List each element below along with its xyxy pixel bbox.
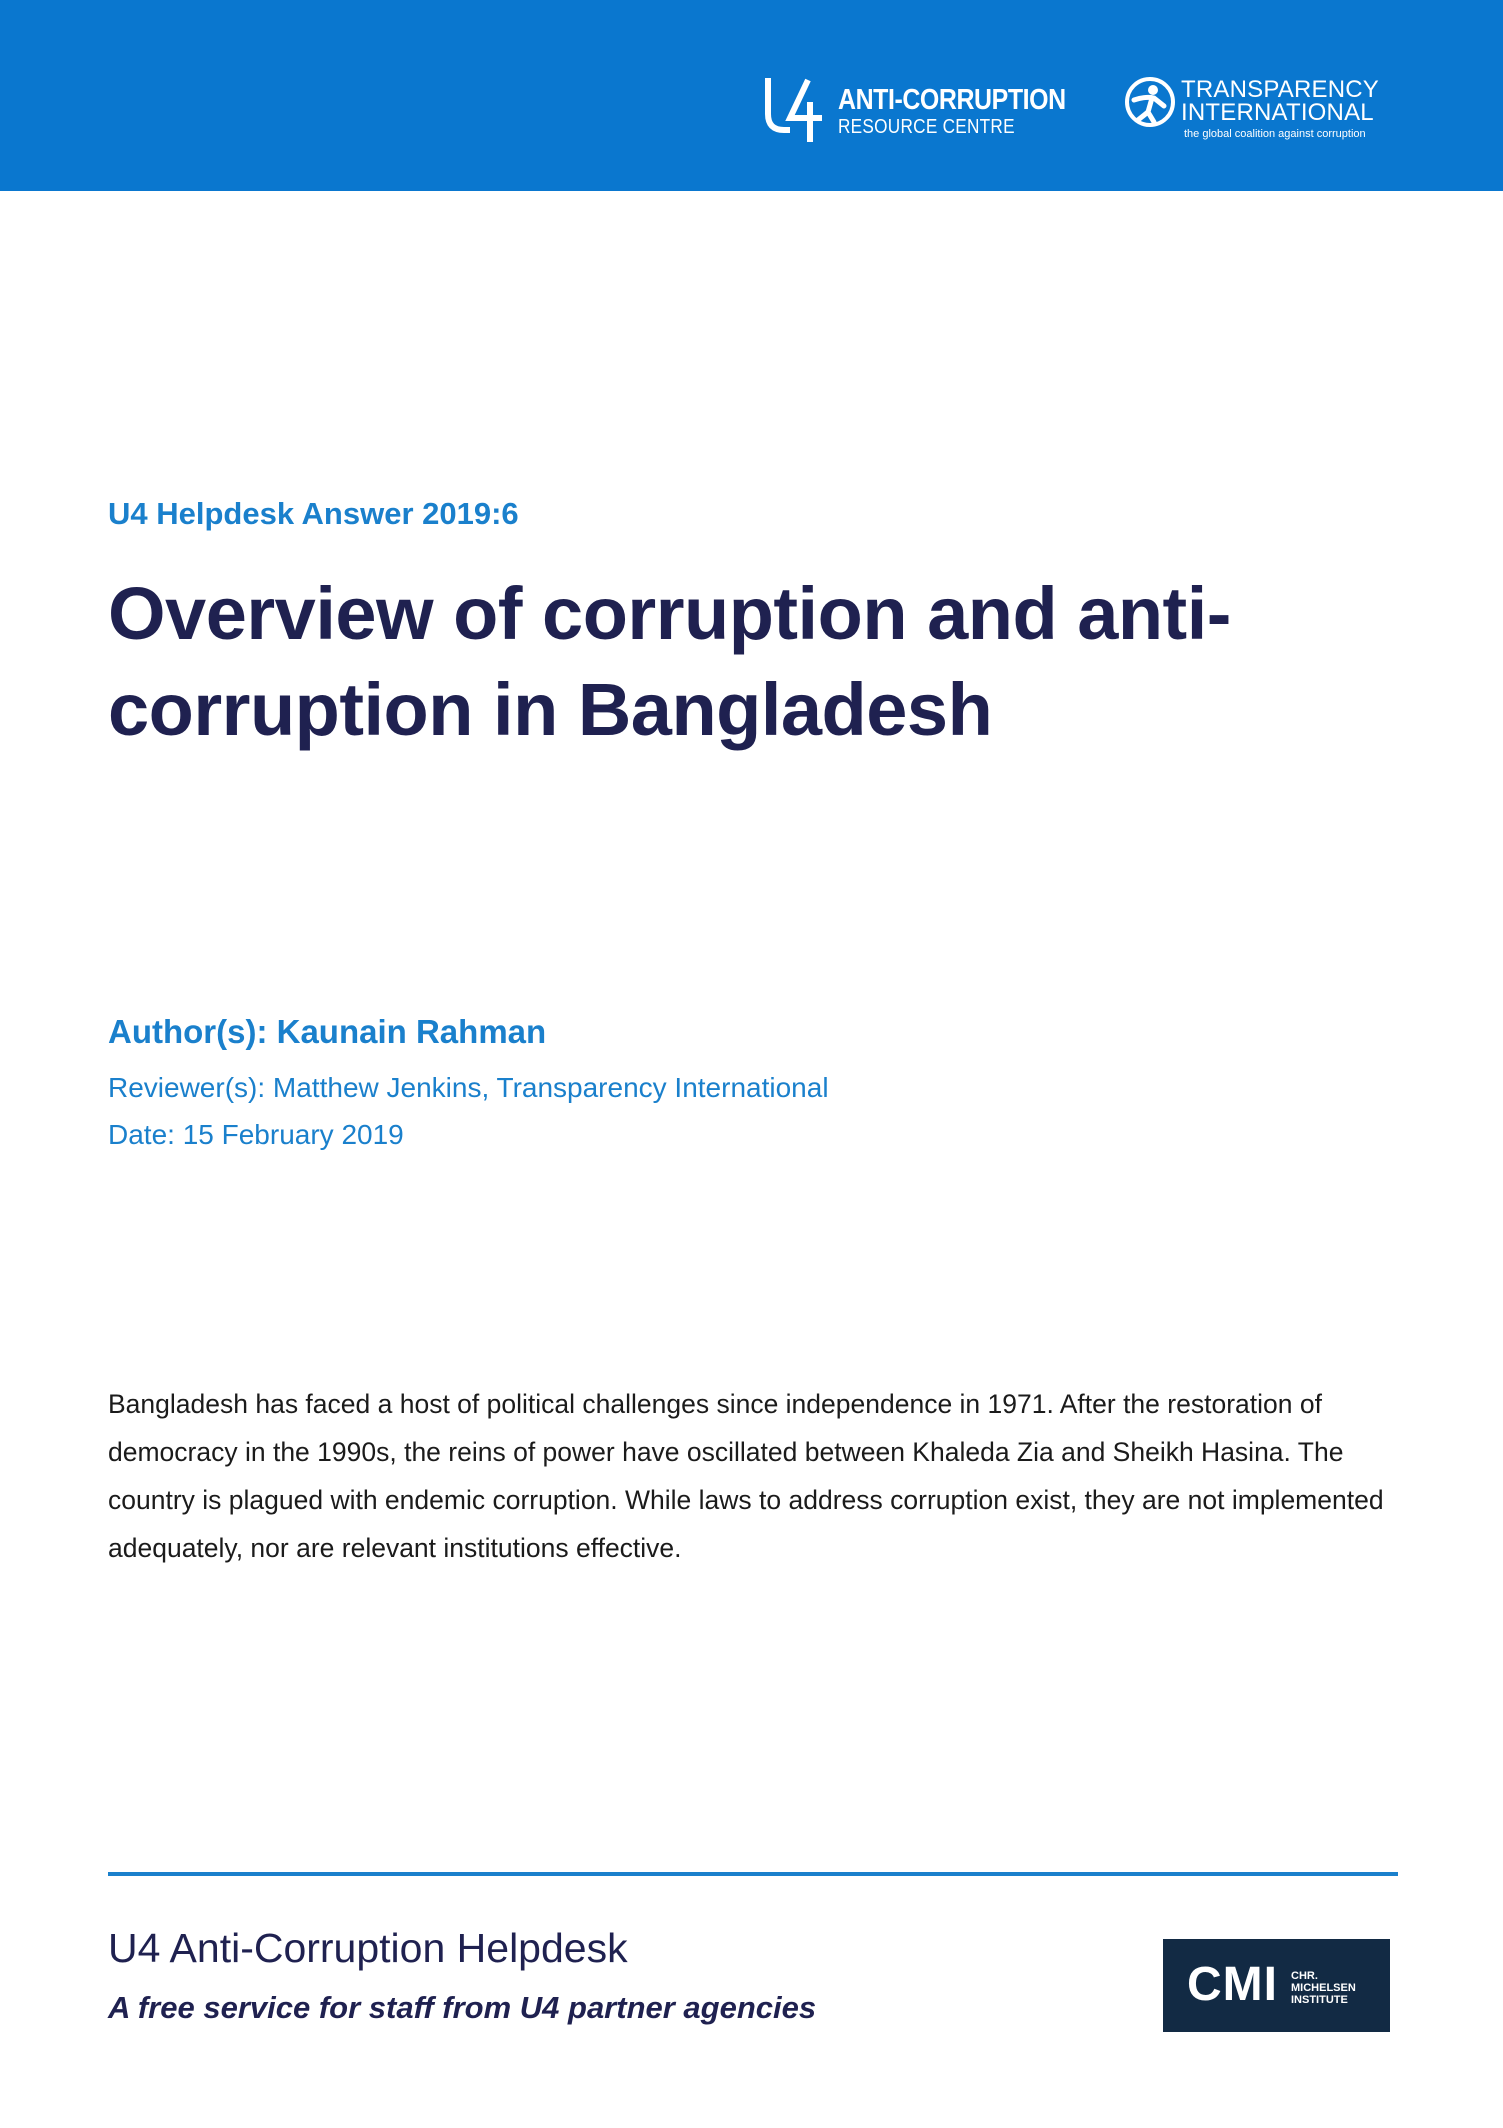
- ti-logo-line2: INTERNATIONAL: [1181, 99, 1374, 126]
- transparency-international-logo[interactable]: [1124, 76, 1404, 146]
- u4-mark-icon: [764, 74, 830, 144]
- cmi-logo-line: CHR.: [1291, 1970, 1318, 1982]
- footer-title: U4 Anti-Corruption Helpdesk: [108, 1925, 628, 1971]
- cmi-logo-letters: CMI: [1187, 1958, 1278, 2011]
- summary-paragraph: Bangladesh has faced a host of political challenges since independence in 1971. After the restoration of democracy in the 1990s, the reins of power have oscillated between Khaleda Zia and Sheikh Hasina. The country is plagued with endemic corruption. While laws to address corruption exist, they are not implemented adequately, nor are relevant institutions effective.: [108, 1389, 1384, 1563]
- date-line: Date: 15 February 2019: [108, 1119, 404, 1150]
- header-band: [0, 0, 1503, 191]
- u4-logo-subtitle: RESOURCE CENTRE: [838, 116, 1015, 138]
- reviewer-line: Reviewer(s): Matthew Jenkins, Transparency International: [108, 1072, 829, 1103]
- series-label: U4 Helpdesk Answer 2019:6: [108, 496, 519, 531]
- author-line: Author(s): Kaunain Rahman: [108, 1013, 547, 1050]
- cmi-logo[interactable]: [1163, 1939, 1390, 2032]
- ti-logo-tagline: the global coalition against corruption: [1184, 128, 1366, 140]
- page-title: Overview of corruption and anti-corruption in Bangladesh: [108, 572, 1231, 751]
- u4-logo-name: ANTI-CORRUPTION: [838, 84, 1066, 116]
- ti-logo-line1: TRANSPARENCY: [1181, 76, 1379, 103]
- footer-tagline: A free service for staff from U4 partner agencies: [108, 1990, 817, 2025]
- u4-anti-corruption-logo[interactable]: [764, 74, 1084, 146]
- footer-divider: [108, 1872, 1398, 1876]
- ti-figure-in-circle-icon: [1124, 76, 1176, 128]
- cmi-logo-name: [1291, 1970, 1383, 2006]
- cmi-logo-line: INSTITUTE: [1291, 1994, 1348, 2006]
- cmi-logo-line: MICHELSEN: [1291, 1982, 1356, 1994]
